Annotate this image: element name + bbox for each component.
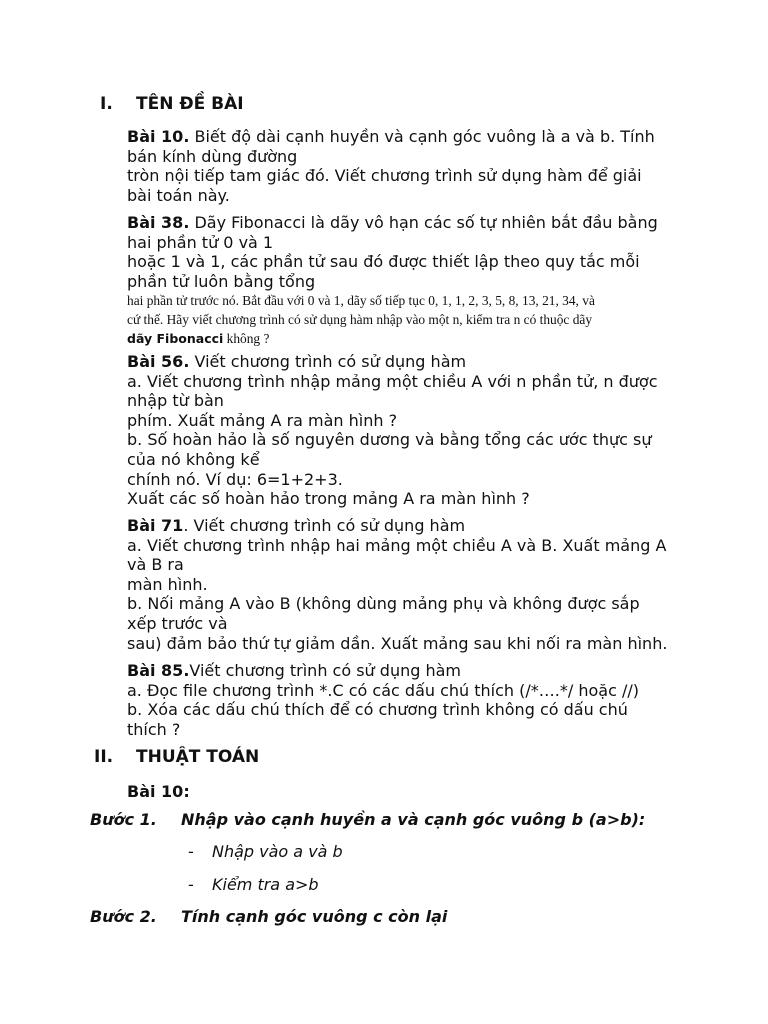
problem-label: Bài 38. [127,213,190,232]
problem-line: phần tử luôn bằng tổng [127,271,316,291]
problem-line: màn hình. [127,574,208,594]
problem-text: . Viết chương trình có sử dụng hàm [183,516,466,535]
bullet-dash: - [188,842,194,861]
step-label: Bước 1. [90,810,157,829]
problem-text: Dãy Fibonacci là dãy vô hạn các số tự nhiên bắt đầu bằng [189,213,658,232]
step-label: Bước 2. [90,907,157,926]
problem-small-line [127,329,687,348]
fibonacci-bold-text: dãy Fibonacci [127,331,224,347]
problem-line: bán kính dùng đường [127,146,298,166]
section-heading-1 [100,93,244,115]
algorithm-step-1 [90,810,645,830]
problem-line: a. Đọc file chương trình *.C có các dấu chú thích (/*….*/ hoặc //) [127,680,639,700]
problem-line: b. Số hoàn hảo là số nguyên dương và bằng tổng các ước thực sự [127,430,652,450]
problem-line: xếp trước và [127,613,228,633]
algorithm-problem-label: Bài 10: [127,782,190,801]
problem-label: Bài 56. [127,352,190,371]
problem-line [127,213,687,233]
section-number: I. [100,94,113,114]
problem-line [127,516,687,536]
problem-line: b. Nối mảng A vào B (không dùng mảng phụ và không được sắp [127,594,640,614]
problem-label: Bài 85. [127,661,190,680]
problem-line: sau) đảm bảo thứ tự giảm dần. Xuất mảng sau khi nối ra màn hình. [127,633,668,653]
problem-line: nhập từ bàn [127,391,224,411]
bullet-dash: - [188,875,194,894]
problem-bai-10 [127,127,687,205]
section-title: THUẬT TOÁN [136,747,260,767]
problem-text: Viết chương trình có sử dụng hàm [189,661,461,680]
step-text: Nhập vào cạnh huyền a và cạnh góc vuông b (a>b): [181,810,646,829]
problem-text: Biết độ dài cạnh huyền và cạnh góc vuông là a và b. Tính [189,127,655,146]
problem-text: Viết chương trình có sử dụng hàm [189,352,467,371]
section-heading-2 [94,746,259,768]
problem-line: a. Viết chương trình nhập hai mảng một chiều A và B. Xuất mảng A [127,535,667,555]
section-number: II. [94,747,114,767]
problem-line: hoặc 1 và 1, các phần tử sau đó được thiết lập theo quy tắc mỗi [127,252,640,272]
problem-line: và B ra [127,555,184,575]
problem-line: chính nó. Ví dụ: 6=1+2+3. [127,469,343,489]
problem-line: bài toán này. [127,185,230,205]
problem-line: Xuất các số hoàn hảo trong mảng A ra màn hình ? [127,489,530,509]
section-title: TÊN ĐỀ BÀI [136,94,244,114]
problem-text: không ? [223,331,270,347]
problem-bai-56 [127,352,687,509]
bullet-text: Nhập vào a và b [212,842,343,861]
problem-small-line: hai phần tử trước nó. Bắt đầu với 0 và 1, dãy số tiếp tục 0, 1, 1, 2, 3, 5, 8, 13, 21, 34, và [127,293,595,309]
problem-line: của nó không kể [127,449,260,469]
problem-line: thích ? [127,719,181,739]
algorithm-bullet [188,842,343,862]
problem-bai-71 [127,516,687,653]
problem-line [127,127,687,147]
algorithm-step-2 [90,907,447,927]
problem-label: Bài 10. [127,127,190,146]
step-text: Tính cạnh góc vuông c còn lại [181,907,448,926]
problem-line [127,352,687,372]
problem-small-line: cứ thế. Hãy viết chương trình có sử dụng hàm nhập vào một n, kiểm tra n có thuộc dãy [127,312,593,328]
problem-bai-38 [127,213,687,348]
problem-line: hai phần tử 0 và 1 [127,232,274,252]
problem-line: phím. Xuất mảng A ra màn hình ? [127,410,398,430]
problem-bai-85 [127,661,687,739]
problem-line [127,661,687,681]
problem-line: b. Xóa các dấu chú thích để có chương trình không có dấu chú [127,700,628,720]
problem-label: Bài 71 [127,516,184,535]
problem-line: tròn nội tiếp tam giác đó. Viết chương trình sử dụng hàm để giải [127,166,642,186]
algorithm-bullet [188,875,319,895]
problem-line: a. Viết chương trình nhập mảng một chiều A với n phần tử, n được [127,371,658,391]
bullet-text: Kiểm tra a>b [212,875,319,894]
